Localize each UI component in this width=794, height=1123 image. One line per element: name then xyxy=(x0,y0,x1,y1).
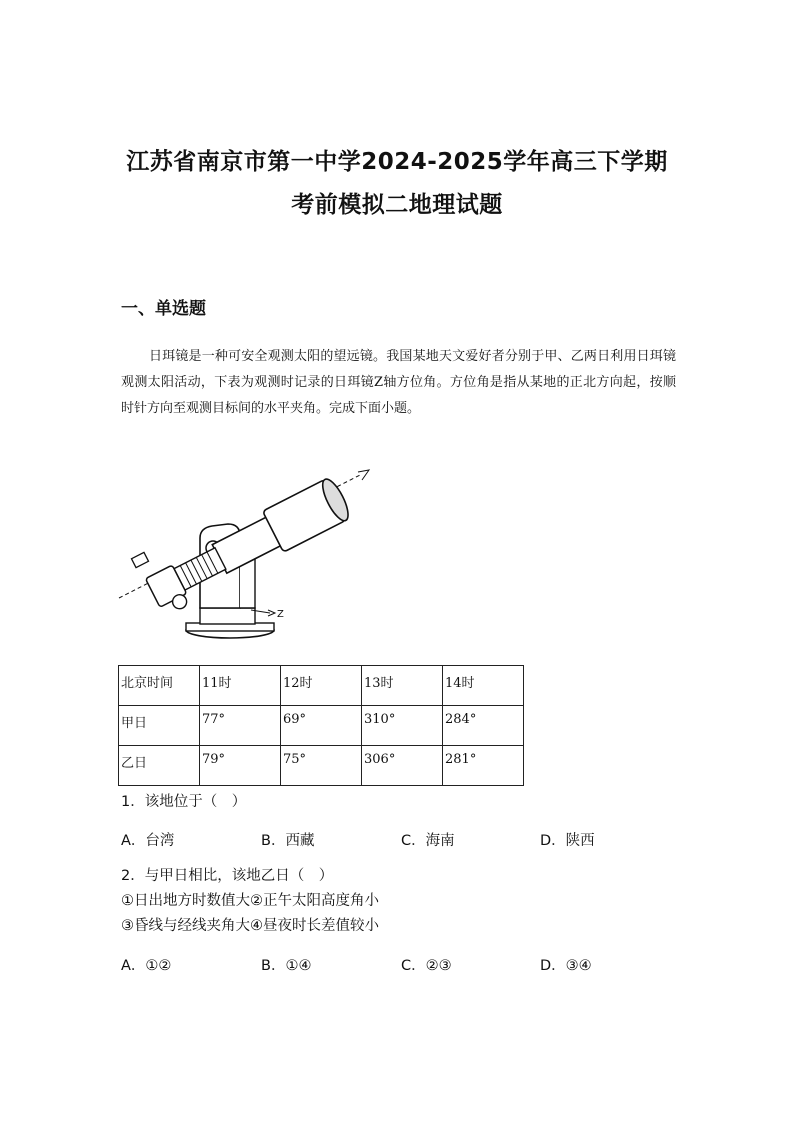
table-cell: 乙日 xyxy=(119,746,200,786)
table-row xyxy=(119,746,524,786)
table-header-row xyxy=(119,666,524,706)
question-2-option-b[interactable]: B．①④ xyxy=(261,958,312,974)
question-2-stem: 2．与甲日相比，该地乙日（ ） xyxy=(121,868,334,884)
table-cell: 284° xyxy=(443,706,524,746)
title-line-2: 考前模拟二地理试题 xyxy=(291,192,503,218)
table-header-cell: 北京时间 xyxy=(119,666,200,706)
table-row xyxy=(119,706,524,746)
table-cell: 306° xyxy=(362,746,443,786)
question-2-option-d[interactable]: D．③④ xyxy=(540,958,592,974)
table-cell: 甲日 xyxy=(119,706,200,746)
question-1-option-c[interactable]: C．海南 xyxy=(401,833,455,849)
question-1-option-b[interactable]: B．西藏 xyxy=(261,833,315,849)
table-cell: 75° xyxy=(281,746,362,786)
table-cell: 281° xyxy=(443,746,524,786)
table-header-cell: 13时 xyxy=(362,666,443,706)
question-1-option-d[interactable]: D．陕西 xyxy=(540,833,595,849)
table-cell: 310° xyxy=(362,706,443,746)
question-1-stem: 1．该地位于（ ） xyxy=(121,794,247,810)
base-post xyxy=(200,608,255,624)
question-1-option-a[interactable]: A．台湾 xyxy=(121,833,175,849)
table-cell: 79° xyxy=(200,746,281,786)
section-heading: 一、单选题 xyxy=(121,299,206,319)
question-2-statement-1: ①日出地方时数值大②正午太阳高度角小 xyxy=(121,893,379,909)
passage-text: 日珥镜是一种可安全观测太阳的望远镜。我国某地天文爱好者分别于甲、乙两日利用日珥镜观测太阳活动，下表为观测时记录的日珥镜Z轴方位角。方位角是指从某地的正北方向起，按顺时针方向至观测目标间的水平夹角。完成下面小题。 xyxy=(121,349,676,416)
title-line-1: 江苏省南京市第一中学2024-2025学年高三下学期 xyxy=(126,149,668,175)
telescope-figure xyxy=(115,458,380,643)
table-cell: 69° xyxy=(281,706,362,746)
question-2-option-a[interactable]: A．①② xyxy=(121,958,172,974)
z-axis-label: Z xyxy=(277,609,284,620)
question-2-statement-2: ③昏线与经线夹角大④昼夜时长差值较小 xyxy=(121,918,379,934)
table-header-cell: 11时 xyxy=(200,666,281,706)
observation-table xyxy=(118,665,524,786)
question-2-option-c[interactable]: C．②③ xyxy=(401,958,452,974)
table-header-cell: 14时 xyxy=(443,666,524,706)
table-header-cell: 12时 xyxy=(281,666,362,706)
table-cell: 77° xyxy=(200,706,281,746)
